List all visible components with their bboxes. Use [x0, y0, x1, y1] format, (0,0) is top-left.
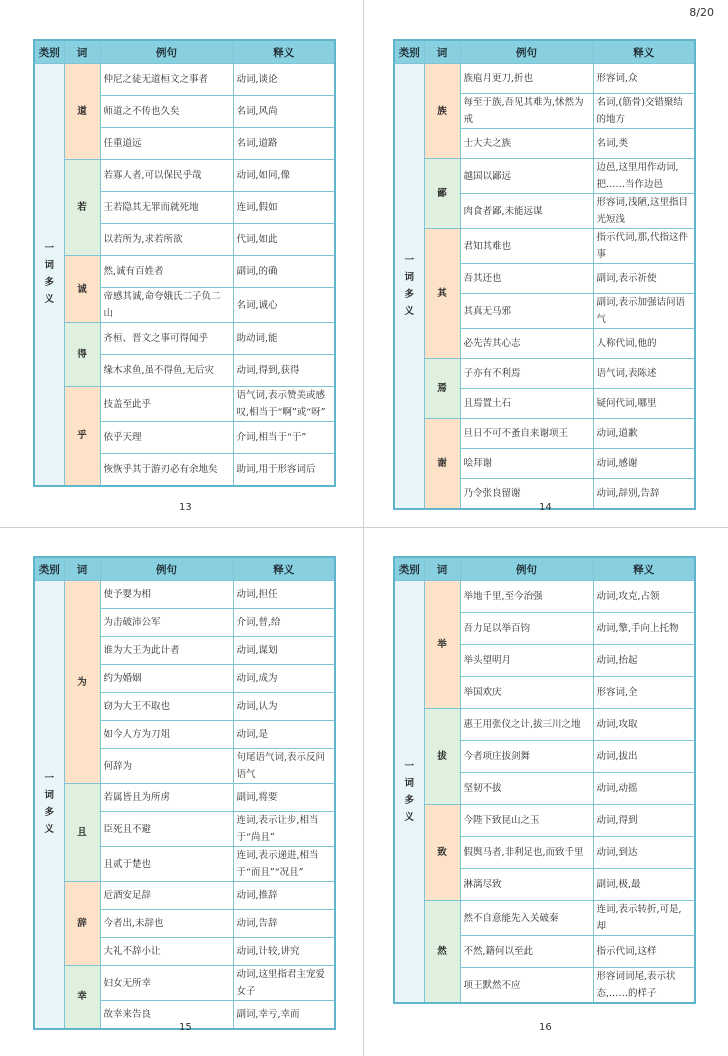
word-cell: 乎 — [64, 387, 100, 486]
meaning-cell: 副词,幸亏,幸而 — [233, 1001, 335, 1029]
meaning-cell: 介词,相当于“于” — [233, 422, 335, 454]
example-cell: 任重道远 — [100, 128, 233, 160]
example-cell: 以若所为,求若所欲 — [100, 224, 233, 256]
example-cell: 族庖月更刀,折也 — [460, 64, 593, 94]
word-cell: 谢 — [424, 419, 460, 509]
word-cell: 鄙 — [424, 159, 460, 229]
example-cell: 子亦有不利焉 — [460, 359, 593, 389]
example-cell: 依乎天理 — [100, 422, 233, 454]
table-row — [34, 581, 335, 609]
vocab-table — [393, 39, 696, 510]
word-cell: 诚 — [64, 256, 100, 323]
meaning-cell: 副词,表示加强诘问语气 — [593, 294, 695, 329]
meaning-cell: 句尾语气词,表示反问语气 — [233, 749, 335, 784]
example-cell: 坚韧不拔 — [460, 773, 593, 805]
category-char: 词 — [404, 777, 414, 789]
meaning-cell: 动词,辞别,告辞 — [593, 479, 695, 509]
meaning-cell: 副词,表示祈使 — [593, 264, 695, 294]
meaning-cell: 动词,计较,讲究 — [233, 938, 335, 966]
meaning-cell: 形容词,浅陋,这里指目光短浅 — [593, 194, 695, 229]
example-cell: 每至于族,吾见其难为,怵然为戒 — [460, 94, 593, 129]
meaning-cell: 动词,认为 — [233, 693, 335, 721]
table-row — [34, 882, 335, 910]
example-cell: 如今人方为刀俎 — [100, 721, 233, 749]
meaning-cell: 名词,类 — [593, 129, 695, 159]
meaning-cell: 动词,攻取 — [593, 709, 695, 741]
example-cell: 技盖至此乎 — [100, 387, 233, 422]
meaning-cell: 指示代词,那,代指这件事 — [593, 229, 695, 264]
example-cell: 必先苦其心志 — [460, 329, 593, 359]
example-cell: 淋漓尽致 — [460, 869, 593, 901]
category-char: 一 — [404, 254, 414, 266]
example-cell: 乃令张良留谢 — [460, 479, 593, 509]
meaning-cell: 边邑,这里用作动词,把……当作边邑 — [593, 159, 695, 194]
meaning-cell: 助动词,能 — [233, 323, 335, 355]
example-cell: 恢恢乎其于游刃必有余地矣 — [100, 454, 233, 486]
header-row — [34, 40, 335, 64]
table-row — [394, 581, 695, 613]
word-header: 词 — [64, 40, 100, 64]
page-15 — [33, 556, 334, 1030]
example-cell: 哙拜谢 — [460, 449, 593, 479]
word-cell: 为 — [64, 581, 100, 784]
meaning-cell: 疑问代词,哪里 — [593, 389, 695, 419]
meaning-cell: 连词,表示递进,相当于“而且”“况且” — [233, 847, 335, 882]
meaning-cell: 动词,谋划 — [233, 637, 335, 665]
page-16 — [393, 556, 694, 1004]
category-char: 义 — [44, 294, 54, 306]
meaning-header: 释义 — [593, 40, 695, 64]
table-row — [34, 323, 335, 355]
word-cell: 得 — [64, 323, 100, 387]
category-char: 一 — [44, 773, 54, 785]
meaning-cell: 指示代词,这样 — [593, 936, 695, 968]
meaning-cell: 语气词,表陈述 — [593, 359, 695, 389]
category-header: 类别 — [34, 557, 64, 581]
meaning-cell: 名词,道路 — [233, 128, 335, 160]
category-header: 类别 — [394, 557, 424, 581]
category-char: 义 — [404, 305, 414, 317]
table-row — [394, 709, 695, 741]
word-cell: 然 — [424, 901, 460, 1004]
example-cell: 帝感其诚,命夸娥氏二子负二山 — [100, 288, 233, 323]
meaning-cell: 动词,攻克,占领 — [593, 581, 695, 613]
meaning-cell: 连词,表示转折,可是,却 — [593, 901, 695, 936]
page-14 — [393, 39, 694, 510]
example-cell: 吾其还也 — [460, 264, 593, 294]
meaning-cell: 副词,的确 — [233, 256, 335, 288]
word-cell: 辞 — [64, 882, 100, 966]
example-header: 例句 — [460, 40, 593, 64]
meaning-cell: 动词,成为 — [233, 665, 335, 693]
meaning-cell: 形容词,众 — [593, 64, 695, 94]
example-cell: 士大夫之族 — [460, 129, 593, 159]
meaning-cell: 动词,这里指君主宠爱女子 — [233, 966, 335, 1001]
meaning-cell: 动词,是 — [233, 721, 335, 749]
table-row — [34, 160, 335, 192]
example-cell: 举地千里,至今治强 — [460, 581, 593, 613]
example-cell: 吾力足以举百钧 — [460, 613, 593, 645]
category-char: 多 — [404, 794, 414, 806]
example-cell: 今者项庄拔剑舞 — [460, 741, 593, 773]
page-number: 14 — [539, 502, 552, 513]
example-cell: 若寡人者,可以保民乎哉 — [100, 160, 233, 192]
vocab-table — [393, 556, 696, 1004]
vocab-table — [33, 39, 336, 487]
meaning-header: 释义 — [233, 40, 335, 64]
page-number: 13 — [179, 502, 192, 513]
meaning-header: 释义 — [233, 557, 335, 581]
example-cell: 项王默然不应 — [460, 968, 593, 1004]
category-cell — [34, 581, 64, 1029]
category-header: 类别 — [394, 40, 424, 64]
meaning-cell: 连词,假如 — [233, 192, 335, 224]
example-cell: 然,诚有百姓者 — [100, 256, 233, 288]
meaning-cell: 名词,(筋骨)交错聚结的地方 — [593, 94, 695, 129]
example-cell: 何辞为 — [100, 749, 233, 784]
example-cell: 旦日不可不蚤自来谢项王 — [460, 419, 593, 449]
center-horizontal-divider — [0, 527, 728, 528]
example-header: 例句 — [460, 557, 593, 581]
example-cell: 其真无马邪 — [460, 294, 593, 329]
meaning-cell: 人称代词,他的 — [593, 329, 695, 359]
meaning-cell: 介词,替,给 — [233, 609, 335, 637]
category-char: 多 — [44, 807, 54, 819]
word-header: 词 — [424, 557, 460, 581]
meaning-cell: 动词,担任 — [233, 581, 335, 609]
example-cell: 谁为大王为此计者 — [100, 637, 233, 665]
meaning-cell: 连词,表示让步,相当于“尚且” — [233, 812, 335, 847]
example-cell: 王若隐其无罪而就死地 — [100, 192, 233, 224]
word-cell: 族 — [424, 64, 460, 159]
header-row — [394, 557, 695, 581]
example-header: 例句 — [100, 40, 233, 64]
example-header: 例句 — [100, 557, 233, 581]
meaning-cell: 动词,擎,手向上托物 — [593, 613, 695, 645]
category-char: 义 — [404, 811, 414, 823]
example-cell: 臣死且不避 — [100, 812, 233, 847]
example-cell: 然不自意能先入关破秦 — [460, 901, 593, 936]
meaning-cell: 形容词词尾,表示状态,……的样子 — [593, 968, 695, 1004]
word-header: 词 — [64, 557, 100, 581]
header-row — [34, 557, 335, 581]
example-cell: 为击破沛公军 — [100, 609, 233, 637]
category-char: 一 — [44, 243, 54, 255]
page-indicator: 8/20 — [689, 6, 714, 19]
table-row — [394, 359, 695, 389]
word-cell: 致 — [424, 805, 460, 901]
example-cell: 惠王用张仪之计,拔三川之地 — [460, 709, 593, 741]
category-header: 类别 — [34, 40, 64, 64]
meaning-cell: 代词,如此 — [233, 224, 335, 256]
example-cell: 使予婴为相 — [100, 581, 233, 609]
meaning-cell: 形容词,全 — [593, 677, 695, 709]
page-13 — [33, 39, 334, 487]
word-cell: 且 — [64, 784, 100, 882]
meaning-cell: 语气词,表示赞美或感叹,相当于“啊”或“呀” — [233, 387, 335, 422]
example-cell: 举头望明月 — [460, 645, 593, 677]
meaning-cell: 副词,极,最 — [593, 869, 695, 901]
category-char: 词 — [44, 260, 54, 272]
category-char: 多 — [44, 277, 54, 289]
word-cell: 其 — [424, 229, 460, 359]
meaning-cell: 动词,道歉 — [593, 419, 695, 449]
table-row — [394, 229, 695, 264]
table-row — [34, 64, 335, 96]
table-row — [34, 966, 335, 1001]
meaning-cell: 动词,如同,像 — [233, 160, 335, 192]
word-cell: 拔 — [424, 709, 460, 805]
example-cell: 缘木求鱼,虽不得鱼,无后灾 — [100, 355, 233, 387]
example-cell: 约为婚姻 — [100, 665, 233, 693]
table-row — [394, 901, 695, 936]
category-char: 词 — [404, 271, 414, 283]
page-number: 15 — [179, 1022, 192, 1033]
meaning-cell: 动词,得到,获得 — [233, 355, 335, 387]
meaning-cell: 动词,谈论 — [233, 64, 335, 96]
category-cell — [394, 64, 424, 509]
page-number: 16 — [539, 1022, 552, 1033]
category-char: 义 — [44, 824, 54, 836]
meaning-cell: 名词,诚心 — [233, 288, 335, 323]
example-cell: 若属皆且为所虏 — [100, 784, 233, 812]
meaning-cell: 动词,拔出 — [593, 741, 695, 773]
example-cell: 不然,籍何以至此 — [460, 936, 593, 968]
meaning-cell: 动词,推辞 — [233, 882, 335, 910]
category-char: 词 — [44, 790, 54, 802]
example-cell: 大礼不辞小让 — [100, 938, 233, 966]
example-cell: 仲尼之徒无道桓文之事者 — [100, 64, 233, 96]
meaning-cell: 动词,抬起 — [593, 645, 695, 677]
example-cell: 妇女无所幸 — [100, 966, 233, 1001]
header-row — [394, 40, 695, 64]
meaning-cell: 动词,告辞 — [233, 910, 335, 938]
example-cell: 且焉置土石 — [460, 389, 593, 419]
vocab-table — [33, 556, 336, 1030]
meaning-cell: 助词,用于形容词后 — [233, 454, 335, 486]
example-cell: 举国欢庆 — [460, 677, 593, 709]
example-cell: 假舆马者,非利足也,而致千里 — [460, 837, 593, 869]
example-cell: 肉食者鄙,未能远谋 — [460, 194, 593, 229]
table-row — [394, 419, 695, 449]
example-cell: 卮酒安足辞 — [100, 882, 233, 910]
example-cell: 今者出,未辞也 — [100, 910, 233, 938]
meaning-cell: 名词,风尚 — [233, 96, 335, 128]
example-cell: 窃为大王不取也 — [100, 693, 233, 721]
example-cell: 今陛下致昆山之玉 — [460, 805, 593, 837]
example-cell: 且贰于楚也 — [100, 847, 233, 882]
word-header: 词 — [424, 40, 460, 64]
meaning-cell: 动词,到达 — [593, 837, 695, 869]
word-cell: 焉 — [424, 359, 460, 419]
category-cell — [394, 581, 424, 1004]
example-cell: 齐桓、晋文之事可得闻乎 — [100, 323, 233, 355]
meaning-cell: 动词,得到 — [593, 805, 695, 837]
meaning-cell: 动词,动摇 — [593, 773, 695, 805]
word-cell: 若 — [64, 160, 100, 256]
word-cell: 举 — [424, 581, 460, 709]
example-cell: 越国以鄙远 — [460, 159, 593, 194]
table-row — [394, 64, 695, 94]
example-cell: 君知其难也 — [460, 229, 593, 264]
table-row — [394, 159, 695, 194]
center-vertical-divider — [363, 0, 364, 1056]
meaning-cell: 动词,感谢 — [593, 449, 695, 479]
table-row — [34, 784, 335, 812]
word-cell: 幸 — [64, 966, 100, 1029]
word-cell: 道 — [64, 64, 100, 160]
meaning-cell: 副词,将要 — [233, 784, 335, 812]
example-cell: 师道之不传也久矣 — [100, 96, 233, 128]
table-row — [34, 387, 335, 422]
category-cell — [34, 64, 64, 486]
category-char: 一 — [404, 760, 414, 772]
example-cell: 故幸来告良 — [100, 1001, 233, 1029]
category-char: 多 — [404, 288, 414, 300]
table-row — [34, 256, 335, 288]
meaning-header: 释义 — [593, 557, 695, 581]
table-row — [394, 805, 695, 837]
